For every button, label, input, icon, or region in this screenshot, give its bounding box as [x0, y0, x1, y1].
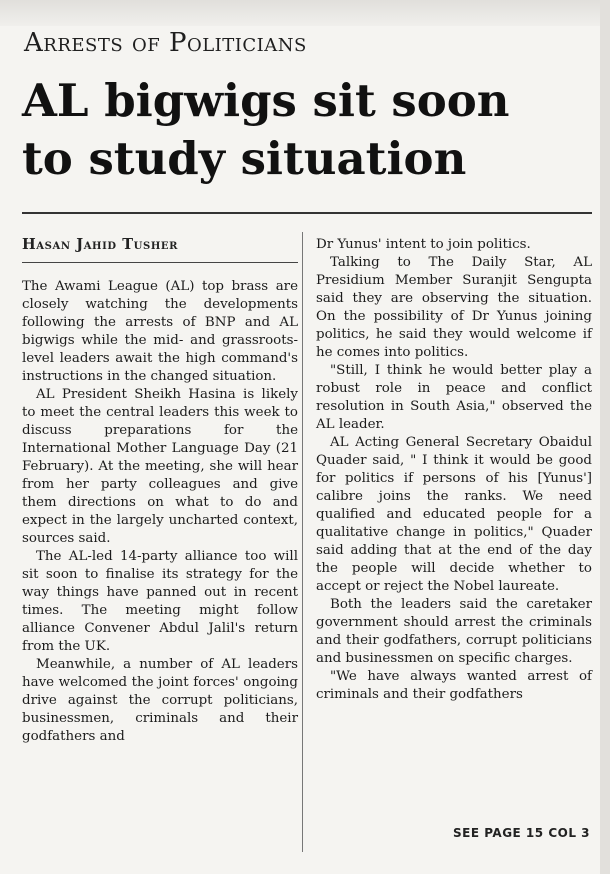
- left-column: [22, 278, 298, 746]
- left-paragraph-1: The Awami League (AL) top brass are closely watching the developments following the arrests of BNP and AL bigwigs while the mid- and grassroots-level leaders await the high command's instructions in the changed situation.: [22, 279, 298, 384]
- left-paragraph-3: The AL-led 14-party alliance too will sit soon to finalise its strategy for the way things have panned out in recent times. The meeting might follow alliance Convener Abdul Jalil's return from the UK.: [22, 549, 298, 654]
- left-paragraph-2: AL President Sheikh Hasina is likely to meet the central leaders this week to discuss preparations for the International Mother Language Day (21 February). At the meeting, she will hear from her party colleagues and give them directions on what to do and expect in the largely uncharted context, sources said.: [22, 387, 298, 546]
- right-paragraph-2: Talking to The Daily Star, AL Presidium Member Suranjit Sengupta said they are observing the situation. On the possibility of Dr Yunus joining politics, he said they would welcome if he comes into politics.: [316, 255, 592, 360]
- headline-rule: [22, 212, 592, 214]
- right-paragraph-1: Dr Yunus' intent to join politics.: [316, 237, 531, 252]
- headline-line-2: to study situation: [22, 132, 467, 185]
- column-divider: [302, 232, 303, 852]
- right-paragraph-5: Both the leaders said the caretaker government should arrest the criminals and their godfathers, corrupt politicians and businessmen on specific charges.: [316, 597, 592, 666]
- right-paragraph-6: "We have always wanted arrest of criminals and their godfathers: [316, 669, 592, 702]
- byline-rule: [22, 262, 298, 263]
- headline: [22, 72, 592, 188]
- right-paragraph-3: "Still, I think he would better play a robust role in peace and conflict resolution in South Asia," observed the AL leader.: [316, 363, 592, 432]
- left-paragraph-4: Meanwhile, a number of AL leaders have welcomed the joint forces' ongoing drive against the corrupt politicians, businessmen, criminals and their godfathers and: [22, 657, 298, 744]
- right-paragraph-4: AL Acting General Secretary Obaidul Quader said, " I think it would be good for politics if persons of his [Yunus'] calibre joins the ranks. We need qualified and educated people for a qualitative change in politics," Quader said adding that at the end of the day the people will decide whether to accept or reject the Nobel laureate.: [316, 435, 592, 594]
- kicker: Arrests of Politicians: [24, 28, 307, 58]
- right-column: [316, 236, 592, 704]
- continuation-jump-line: SEE PAGE 15 COL 3: [453, 826, 590, 840]
- byline: Hasan Jahid Tusher: [22, 236, 179, 253]
- adjacent-column-bleed: [600, 0, 610, 874]
- headline-line-1: AL bigwigs sit soon: [22, 74, 510, 127]
- previous-article-bleed: [0, 0, 610, 26]
